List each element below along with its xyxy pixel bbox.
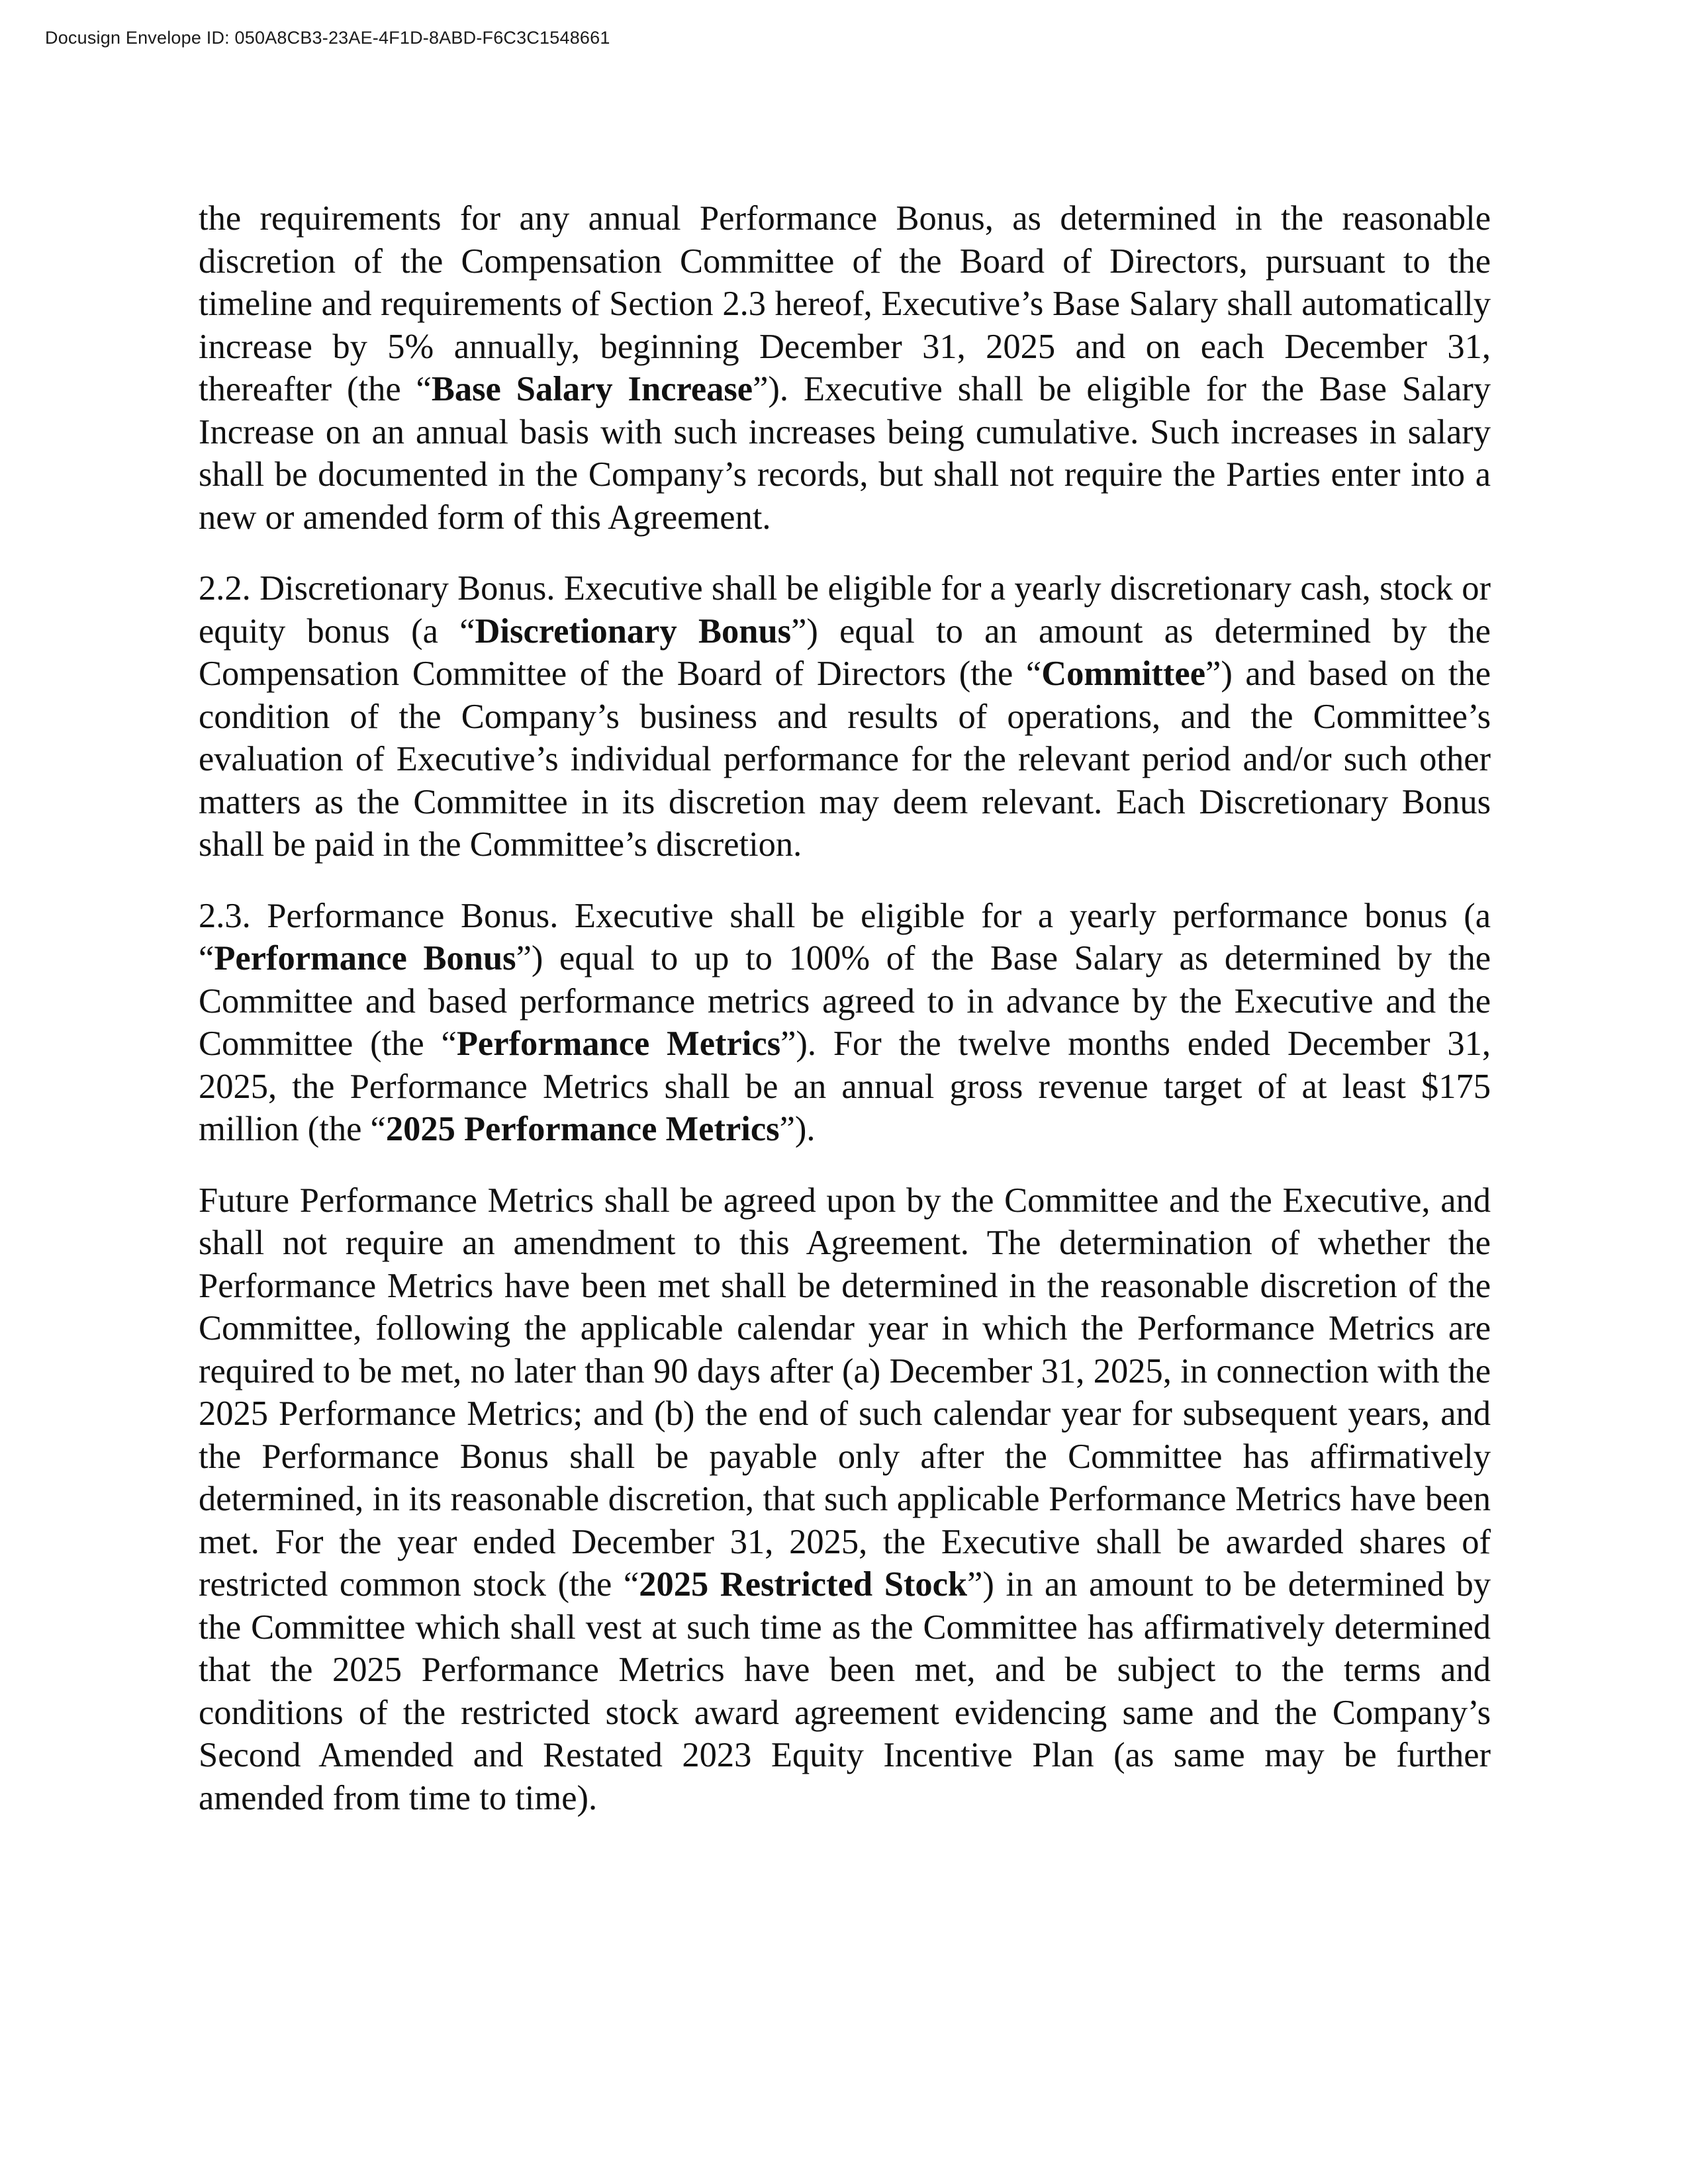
text-run: ”) equal to up to 100% of the Base Salary as determined by the Committee and based performance metrics agreed to in advance by the Executive and the Committee (the “	[199, 939, 1491, 1063]
text-run: ”).	[779, 1110, 816, 1148]
text-run: 2.2. Discretionary Bonus. Executive shall be eligible for a yearly discretionary cash, stock or equity bonus (a “	[199, 569, 1491, 651]
defined-term-2025-restricted-stock: 2025 Restricted Stock	[639, 1565, 968, 1604]
document-body	[199, 197, 1491, 1819]
text-run: ”). For the twelve months ended December 31, 2025, the Performance Metrics shall be an annual gross revenue target of at least $175 million (the “	[199, 1024, 1491, 1148]
defined-term-2025-performance-metrics: 2025 Performance Metrics	[385, 1110, 780, 1148]
text-run: ”) in an amount to be determined by the Committee which shall vest at such time as the Committee has affirmatively determined that the 2025 Performance Metrics have been met, and be subject to the terms and conditions of the restricted stock award agreement evidencing same and the Company’s Second Amended and Restated 2023 Equity Incentive Plan (as same may be further amended from time to time).	[199, 1565, 1491, 1817]
paragraph-performance-bonus	[199, 895, 1491, 1151]
defined-term-performance-metrics: Performance Metrics	[456, 1024, 781, 1063]
paragraph-base-salary-increase	[199, 197, 1491, 539]
defined-term-discretionary-bonus: Discretionary Bonus	[475, 612, 792, 651]
text-run: ”) and based on the condition of the Company’s business and results of operations, and the Committee’s evaluation of Executive’s individual performance for the relevant period and/or such other matters as the Committee in its discretion may deem relevant. Each Discretionary Bonus shall be paid in the Committee’s discretion.	[199, 655, 1491, 864]
paragraph-discretionary-bonus	[199, 567, 1491, 866]
paragraph-future-performance-metrics	[199, 1179, 1491, 1820]
docusign-envelope-id: Docusign Envelope ID: 050A8CB3-23AE-4F1D-8ABD-F6C3C1548661	[45, 28, 610, 48]
text-run: the requirements for any annual Performance Bonus, as determined in the reasonable discretion of the Compensation Committee of the Board of Directors, pursuant to the timeline and requirements of Section 2.3 hereof, Executive’s Base Salary shall automatically increase by 5% annually, beginning December 31, 2025 and on each December 31, thereafter (the “	[199, 199, 1491, 408]
defined-term-base-salary-increase: Base Salary Increase	[431, 370, 753, 408]
text-run: ”). Executive shall be eligible for the Base Salary Increase on an annual basis with such increases being cumulative. Such increases in salary shall be documented in the Company’s records, but shall not require the Parties enter into a new or amended form of this Agreement.	[199, 370, 1491, 537]
text-run: Future Performance Metrics shall be agreed upon by the Committee and the Executive, and shall not require an amendment to this Agreement. The determination of whether the Performance Metrics have been met shall be determined in the reasonable discretion of the Committee, following the applicable calendar year in which the Performance Metrics are required to be met, no later than 90 days after (a) December 31, 2025, in connection with the 2025 Performance Metrics; and (b) the end of such calendar year for subsequent years, and the Performance Bonus shall be payable only after the Committee has affirmatively determined, in its reasonable discretion, that such applicable Performance Metrics have been met. For the year ended December 31, 2025, the Executive shall be awarded shares of restricted common stock (the “	[199, 1181, 1491, 1604]
text-run: 2.3. Performance Bonus. Executive shall be eligible for a yearly performance bonus (a “	[199, 896, 1491, 978]
text-run: ”) equal to an amount as determined by the Compensation Committee of the Board of Directors (the “	[199, 612, 1491, 693]
defined-term-performance-bonus: Performance Bonus	[214, 939, 516, 978]
defined-term-committee: Committee	[1041, 655, 1206, 693]
